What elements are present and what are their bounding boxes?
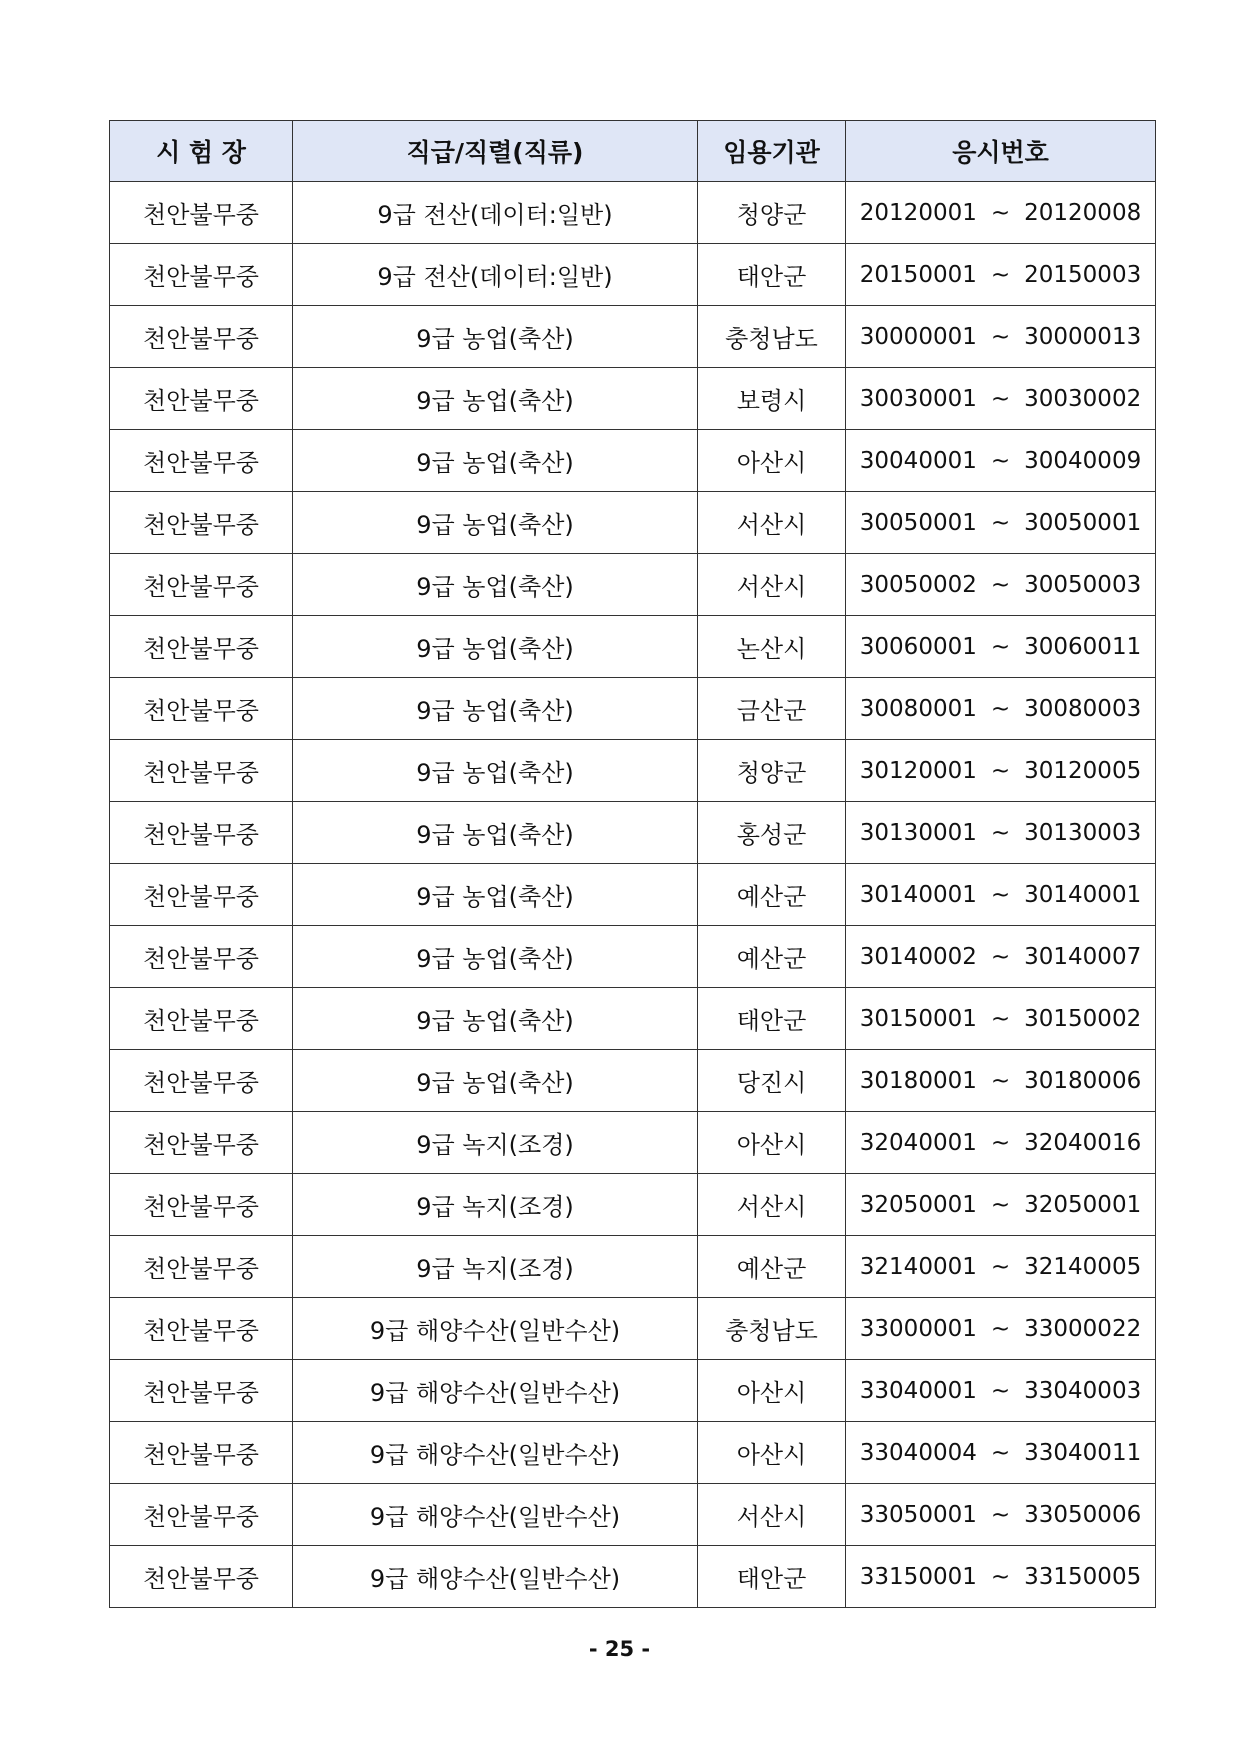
cell-agency: 논산시: [698, 616, 846, 678]
cell-exam-number-range: [846, 678, 1156, 740]
cell-grade: 9급 농업(축산): [293, 430, 698, 492]
cell-venue: 천안불무중: [110, 1236, 293, 1298]
cell-venue: 천안불무중: [110, 1298, 293, 1360]
cell-venue: 천안불무중: [110, 1174, 293, 1236]
table-row: [110, 182, 1156, 244]
cell-agency: 청양군: [698, 740, 846, 802]
cell-venue: 천안불무중: [110, 492, 293, 554]
exam-number-to: 30000013: [1024, 323, 1142, 350]
table-row: [110, 864, 1156, 926]
exam-number-from: 30120001: [859, 757, 977, 784]
cell-agency: 아산시: [698, 430, 846, 492]
range-separator: ~: [990, 1563, 1011, 1590]
cell-grade: 9급 농업(축산): [293, 864, 698, 926]
exam-number-from: 33040004: [859, 1439, 977, 1466]
exam-number-from: 30050002: [859, 571, 977, 598]
exam-number-to: 32140005: [1024, 1253, 1142, 1280]
range-separator: ~: [990, 261, 1011, 288]
exam-number-to: 32040016: [1024, 1129, 1142, 1156]
exam-number-to: 32050001: [1024, 1191, 1142, 1218]
table-row: [110, 1360, 1156, 1422]
cell-exam-number-range: [846, 1298, 1156, 1360]
exam-number-from: 32050001: [859, 1191, 977, 1218]
cell-agency: 아산시: [698, 1112, 846, 1174]
cell-venue: 천안불무중: [110, 244, 293, 306]
cell-grade: 9급 농업(축산): [293, 368, 698, 430]
exam-number-to: 30120005: [1024, 757, 1142, 784]
cell-agency: 홍성군: [698, 802, 846, 864]
exam-number-from: 30150001: [859, 1005, 977, 1032]
cell-grade: 9급 농업(축산): [293, 554, 698, 616]
exam-venue-table: [109, 120, 1156, 1608]
table-row: [110, 1484, 1156, 1546]
table-header-row: [110, 121, 1156, 182]
range-separator: ~: [990, 1191, 1011, 1218]
range-separator: ~: [990, 1067, 1011, 1094]
cell-grade: 9급 녹지(조경): [293, 1236, 698, 1298]
range-separator: ~: [990, 1315, 1011, 1342]
range-separator: ~: [990, 199, 1011, 226]
cell-venue: 천안불무중: [110, 926, 293, 988]
exam-number-from: 30030001: [859, 385, 977, 412]
cell-grade: 9급 농업(축산): [293, 740, 698, 802]
range-separator: ~: [990, 1129, 1011, 1156]
cell-grade: 9급 농업(축산): [293, 678, 698, 740]
table-row: [110, 368, 1156, 430]
cell-venue: 천안불무중: [110, 1422, 293, 1484]
table-row: [110, 1236, 1156, 1298]
header-venue: 시 험 장: [110, 121, 293, 182]
exam-number-to: 30150002: [1024, 1005, 1142, 1032]
exam-number-from: 33150001: [859, 1563, 977, 1590]
table-row: [110, 926, 1156, 988]
cell-exam-number-range: [846, 182, 1156, 244]
cell-exam-number-range: [846, 1484, 1156, 1546]
range-separator: ~: [990, 695, 1011, 722]
range-separator: ~: [990, 1005, 1011, 1032]
cell-exam-number-range: [846, 1546, 1156, 1608]
cell-agency: 서산시: [698, 1484, 846, 1546]
range-separator: ~: [990, 1439, 1011, 1466]
exam-number-from: 33000001: [859, 1315, 977, 1342]
cell-grade: 9급 농업(축산): [293, 988, 698, 1050]
exam-number-to: 30140001: [1024, 881, 1142, 908]
cell-agency: 청양군: [698, 182, 846, 244]
cell-venue: 천안불무중: [110, 1360, 293, 1422]
exam-number-from: 30050001: [859, 509, 977, 536]
table-row: [110, 1298, 1156, 1360]
exam-number-from: 30140001: [859, 881, 977, 908]
exam-number-from: 30000001: [859, 323, 977, 350]
table-row: [110, 306, 1156, 368]
cell-agency: 태안군: [698, 988, 846, 1050]
table-body: [110, 182, 1156, 1608]
cell-venue: 천안불무중: [110, 1112, 293, 1174]
cell-agency: 예산군: [698, 864, 846, 926]
cell-exam-number-range: [846, 306, 1156, 368]
cell-venue: 천안불무중: [110, 368, 293, 430]
exam-number-to: 33040011: [1024, 1439, 1142, 1466]
cell-grade: 9급 농업(축산): [293, 1050, 698, 1112]
table-row: [110, 740, 1156, 802]
range-separator: ~: [990, 881, 1011, 908]
cell-grade: 9급 녹지(조경): [293, 1174, 698, 1236]
cell-venue: 천안불무중: [110, 988, 293, 1050]
exam-number-to: 30140007: [1024, 943, 1142, 970]
cell-agency: 아산시: [698, 1422, 846, 1484]
cell-grade: 9급 전산(데이터:일반): [293, 182, 698, 244]
cell-grade: 9급 녹지(조경): [293, 1112, 698, 1174]
cell-exam-number-range: [846, 864, 1156, 926]
range-separator: ~: [990, 1253, 1011, 1280]
cell-grade: 9급 농업(축산): [293, 492, 698, 554]
exam-number-to: 33000022: [1024, 1315, 1142, 1342]
header-grade: 직급/직렬(직류): [293, 121, 698, 182]
cell-grade: 9급 해양수산(일반수산): [293, 1422, 698, 1484]
table-row: [110, 244, 1156, 306]
exam-number-from: 30080001: [859, 695, 977, 722]
cell-agency: 서산시: [698, 1174, 846, 1236]
cell-grade: 9급 전산(데이터:일반): [293, 244, 698, 306]
cell-agency: 예산군: [698, 1236, 846, 1298]
cell-agency: 예산군: [698, 926, 846, 988]
cell-venue: 천안불무중: [110, 1546, 293, 1608]
table-row: [110, 1546, 1156, 1608]
cell-venue: 천안불무중: [110, 182, 293, 244]
cell-exam-number-range: [846, 1422, 1156, 1484]
cell-agency: 보령시: [698, 368, 846, 430]
table-row: [110, 430, 1156, 492]
exam-number-to: 33040003: [1024, 1377, 1142, 1404]
cell-exam-number-range: [846, 740, 1156, 802]
range-separator: ~: [990, 385, 1011, 412]
range-separator: ~: [990, 757, 1011, 784]
cell-exam-number-range: [846, 492, 1156, 554]
table-row: [110, 492, 1156, 554]
exam-number-from: 30040001: [859, 447, 977, 474]
cell-grade: 9급 농업(축산): [293, 926, 698, 988]
cell-grade: 9급 농업(축산): [293, 802, 698, 864]
cell-grade: 9급 농업(축산): [293, 616, 698, 678]
table-row: [110, 678, 1156, 740]
cell-exam-number-range: [846, 430, 1156, 492]
cell-exam-number-range: [846, 1050, 1156, 1112]
cell-agency: 아산시: [698, 1360, 846, 1422]
exam-number-to: 30130003: [1024, 819, 1142, 846]
exam-number-from: 30180001: [859, 1067, 977, 1094]
cell-venue: 천안불무중: [110, 616, 293, 678]
cell-grade: 9급 농업(축산): [293, 306, 698, 368]
exam-number-to: 30050001: [1024, 509, 1142, 536]
cell-agency: 태안군: [698, 244, 846, 306]
exam-number-to: 20120008: [1024, 199, 1142, 226]
cell-grade: 9급 해양수산(일반수산): [293, 1546, 698, 1608]
cell-grade: 9급 해양수산(일반수산): [293, 1484, 698, 1546]
table-row: [110, 1174, 1156, 1236]
cell-agency: 서산시: [698, 554, 846, 616]
cell-venue: 천안불무중: [110, 1050, 293, 1112]
table-row: [110, 1112, 1156, 1174]
range-separator: ~: [990, 943, 1011, 970]
cell-exam-number-range: [846, 244, 1156, 306]
cell-venue: 천안불무중: [110, 306, 293, 368]
cell-grade: 9급 해양수산(일반수산): [293, 1360, 698, 1422]
exam-number-to: 30050003: [1024, 571, 1142, 598]
cell-venue: 천안불무중: [110, 430, 293, 492]
cell-venue: 천안불무중: [110, 802, 293, 864]
table-row: [110, 1422, 1156, 1484]
exam-number-to: 30080003: [1024, 695, 1142, 722]
cell-agency: 당진시: [698, 1050, 846, 1112]
cell-agency: 충청남도: [698, 306, 846, 368]
exam-number-from: 33040001: [859, 1377, 977, 1404]
cell-exam-number-range: [846, 554, 1156, 616]
table-row: [110, 616, 1156, 678]
cell-exam-number-range: [846, 1174, 1156, 1236]
range-separator: ~: [990, 819, 1011, 846]
cell-venue: 천안불무중: [110, 1484, 293, 1546]
range-separator: ~: [990, 1501, 1011, 1528]
exam-number-to: 33150005: [1024, 1563, 1142, 1590]
cell-exam-number-range: [846, 368, 1156, 430]
cell-exam-number-range: [846, 926, 1156, 988]
cell-venue: 천안불무중: [110, 554, 293, 616]
exam-number-to: 30060011: [1024, 633, 1142, 660]
page-number: - 25 -: [588, 1637, 651, 1661]
range-separator: ~: [990, 509, 1011, 536]
exam-number-from: 20120001: [859, 199, 977, 226]
range-separator: ~: [990, 1377, 1011, 1404]
cell-grade: 9급 해양수산(일반수산): [293, 1298, 698, 1360]
exam-number-from: 30140002: [859, 943, 977, 970]
exam-number-to: 30040009: [1024, 447, 1142, 474]
exam-number-to: 20150003: [1024, 261, 1142, 288]
exam-number-from: 30060001: [859, 633, 977, 660]
header-agency: 임용기관: [698, 121, 846, 182]
range-separator: ~: [990, 571, 1011, 598]
range-separator: ~: [990, 447, 1011, 474]
table-row: [110, 802, 1156, 864]
cell-exam-number-range: [846, 1112, 1156, 1174]
cell-agency: 금산군: [698, 678, 846, 740]
cell-agency: 서산시: [698, 492, 846, 554]
cell-agency: 충청남도: [698, 1298, 846, 1360]
table-row: [110, 554, 1156, 616]
table-row: [110, 1050, 1156, 1112]
range-separator: ~: [990, 633, 1011, 660]
cell-exam-number-range: [846, 1236, 1156, 1298]
exam-number-from: 30130001: [859, 819, 977, 846]
cell-venue: 천안불무중: [110, 740, 293, 802]
cell-exam-number-range: [846, 988, 1156, 1050]
exam-number-to: 30030002: [1024, 385, 1142, 412]
exam-number-from: 20150001: [859, 261, 977, 288]
exam-number-to: 30180006: [1024, 1067, 1142, 1094]
exam-number-from: 32140001: [859, 1253, 977, 1280]
cell-agency: 태안군: [698, 1546, 846, 1608]
cell-exam-number-range: [846, 802, 1156, 864]
cell-exam-number-range: [846, 1360, 1156, 1422]
exam-number-to: 33050006: [1024, 1501, 1142, 1528]
cell-venue: 천안불무중: [110, 678, 293, 740]
exam-number-from: 33050001: [859, 1501, 977, 1528]
exam-number-from: 32040001: [859, 1129, 977, 1156]
cell-exam-number-range: [846, 616, 1156, 678]
range-separator: ~: [990, 323, 1011, 350]
table-row: [110, 988, 1156, 1050]
header-exam-number: 응시번호: [846, 121, 1156, 182]
cell-venue: 천안불무중: [110, 864, 293, 926]
